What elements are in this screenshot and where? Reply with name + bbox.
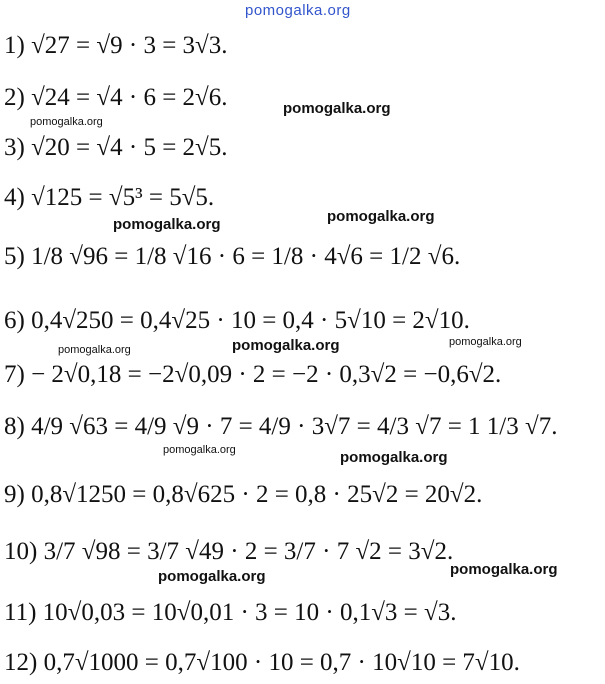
- solution-line-10: 10) 3/7 √98 = 3/7 √49 · 2 = 3/7 · 7 √2 = 3√2.: [4, 538, 454, 565]
- watermark: pomogalka.org: [283, 100, 391, 117]
- watermark: pomogalka.org: [158, 568, 266, 585]
- solution-line-3: 3) √20 = √4 · 5 = 2√5.: [4, 134, 228, 161]
- watermark: pomogalka.org: [327, 208, 435, 225]
- solution-line-12: 12) 0,7√1000 = 0,7√100 · 10 = 0,7 · 10√10 = 7√10.: [4, 649, 520, 676]
- solution-line-2: 2) √24 = √4 · 6 = 2√6.: [4, 84, 228, 111]
- watermark: pomogalka.org: [30, 116, 103, 128]
- solution-line-9: 9) 0,8√1250 = 0,8√625 · 2 = 0,8 · 25√2 = 20√2.: [4, 481, 483, 508]
- top-watermark: pomogalka.org: [245, 2, 351, 19]
- solution-line-7: 7) − 2√0,18 = −2√0,09 · 2 = −2 · 0,3√2 = −0,6√2.: [4, 361, 502, 388]
- watermark: pomogalka.org: [449, 336, 522, 348]
- watermark: pomogalka.org: [58, 344, 131, 356]
- watermark: pomogalka.org: [163, 444, 236, 456]
- watermark: pomogalka.org: [232, 337, 340, 354]
- solution-line-6: 6) 0,4√250 = 0,4√25 · 10 = 0,4 · 5√10 = 2√10.: [4, 307, 470, 334]
- solution-line-8: 8) 4/9 √63 = 4/9 √9 · 7 = 4/9 · 3√7 = 4/3 √7 = 1 1/3 √7.: [4, 413, 558, 440]
- solution-line-1: 1) √27 = √9 · 3 = 3√3.: [4, 32, 228, 59]
- watermark: pomogalka.org: [113, 216, 221, 233]
- solution-line-4: 4) √125 = √5³ = 5√5.: [4, 184, 215, 211]
- solution-line-11: 11) 10√0,03 = 10√0,01 · 3 = 10 · 0,1√3 = √3.: [4, 599, 457, 626]
- solution-line-5: 5) 1/8 √96 = 1/8 √16 · 6 = 1/8 · 4√6 = 1/2 √6.: [4, 243, 461, 270]
- watermark: pomogalka.org: [450, 561, 558, 578]
- watermark: pomogalka.org: [340, 449, 448, 466]
